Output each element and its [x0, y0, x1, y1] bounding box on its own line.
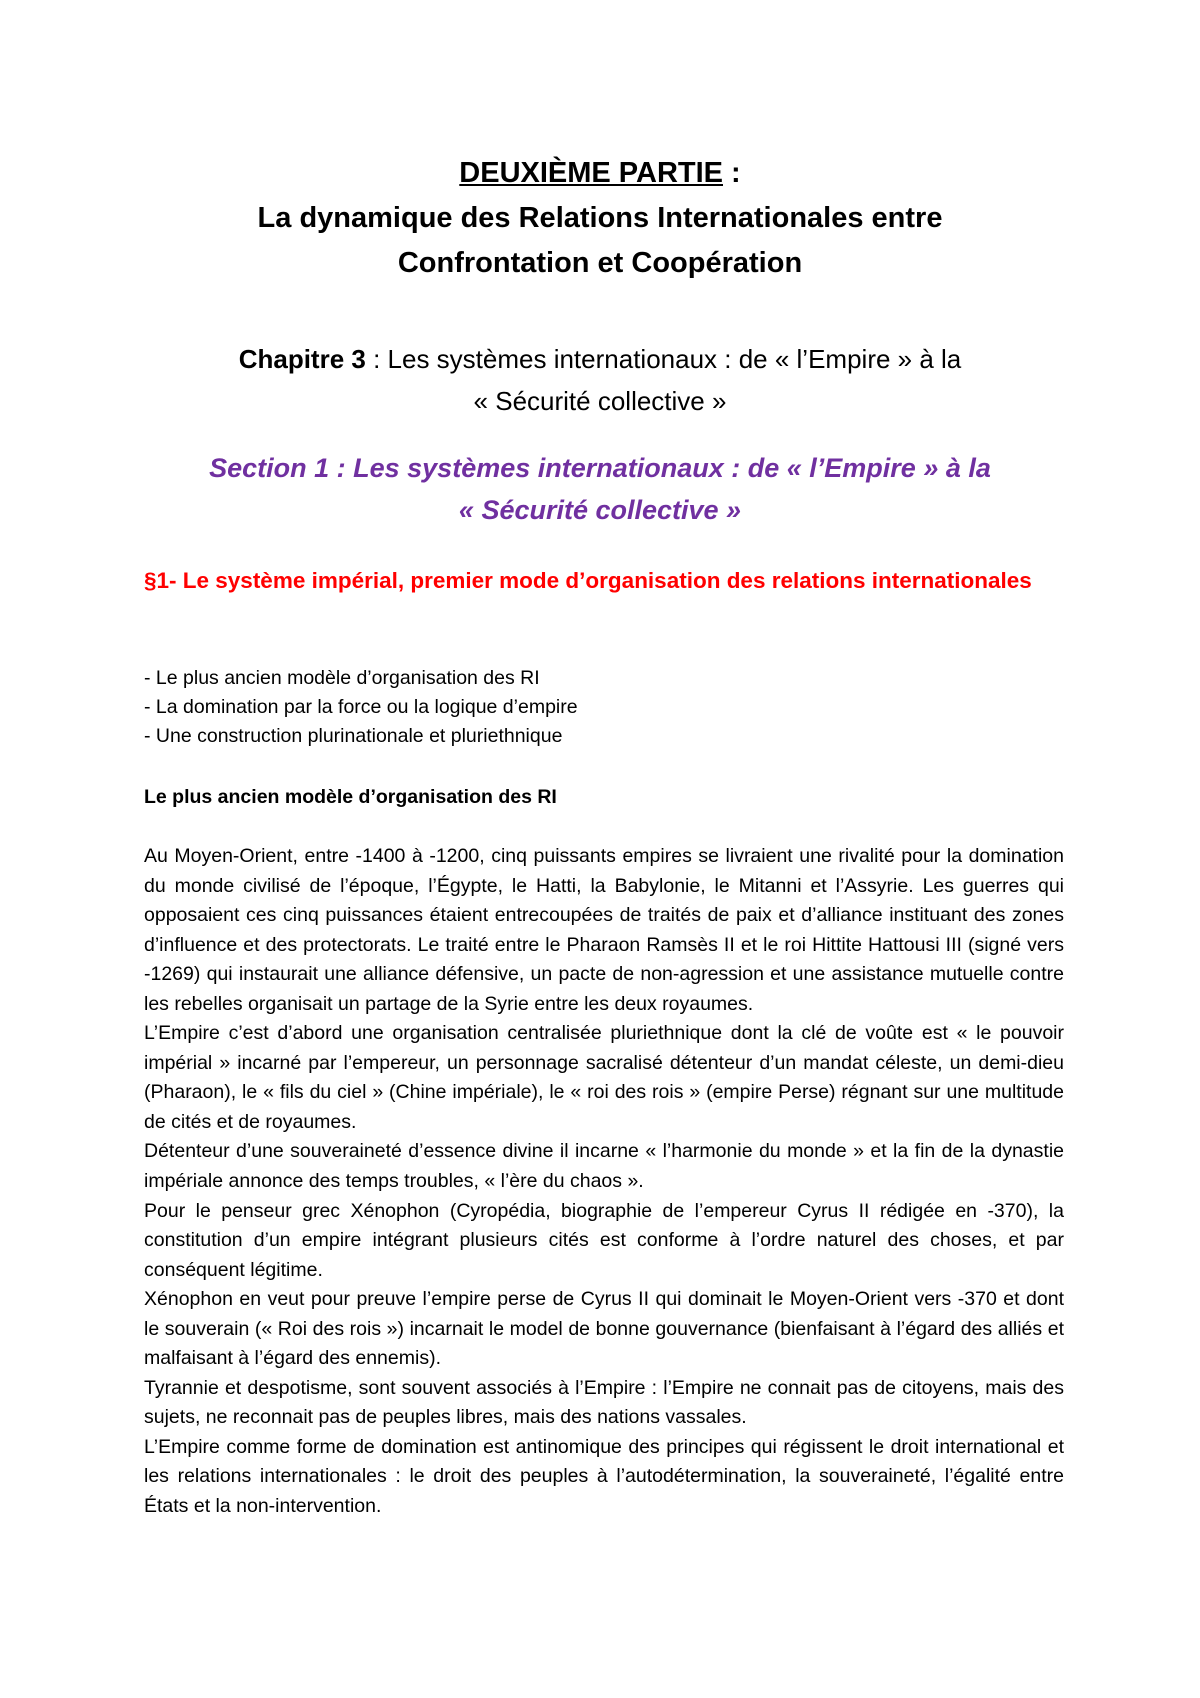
body-paragraph: Xénophon en veut pour preuve l’empire perse de Cyrus II qui dominait le Moyen-Orient vers -370 et dont le souverain (« Roi des rois ») incarnait le model de bonne gouvernance (bienfaisant à l’égard des alliés et malfaisant à l’égard des ennemis). — [144, 1288, 1064, 1370]
paragraph-heading: §1- Le système impérial, premier mode d’organisation des relations internationales — [144, 568, 1032, 593]
part-subtitle-line-1: La dynamique des Relations Internationales entre — [257, 202, 943, 234]
body-paragraph: Tyrannie et despotisme, sont souvent associés à l’Empire : l’Empire ne connait pas de citoyens, mais des sujets, ne reconnait pas de peuples libres, mais des nations vassales. — [144, 1376, 1064, 1429]
chapter-line-1 — [150, 338, 1050, 380]
body-paragraph: L’Empire c’est d’abord une organisation centralisée pluriethnique dont la clé de voûte est « le pouvoir impérial » incarné par l’empereur, un personnage sacralisé détenteur d’un mandat céleste, un demi-dieu (Pharaon), le « fils du ciel » (Chine impériale), le « roi des rois » (empire Perse) régnant sur une multitude de cités et de royaumes. — [144, 1022, 1064, 1133]
bullet-item: - Une construction plurinationale et pluriethnique — [144, 725, 563, 747]
section-line-1: Section 1 : Les systèmes internationaux : de « l’Empire » à la — [209, 453, 991, 483]
bullet-list — [144, 664, 1064, 751]
body-paragraph: Au Moyen-Orient, entre -1400 à -1200, cinq puissants empires se livraient une rivalité pour la domination du monde civilisé de l’époque, l’Égypte, le Hatti, la Babylonie, le Mitanni et l’Assyrie. Les guerres qui opposaient ces cinq puissances étaient entrecoupées de traités de paix et d’alliance instituant des zones d’influence et des protectorats. Le traité entre le Pharaon Ramsès II et le roi Hittite Hattousi III (signé vers -1269) qui instaurait une alliance défensive, un pacte de non-agression et une assistance mutuelle contre les rebelles organisait un partage de la Syrie entre les deux royaumes. — [144, 845, 1064, 1015]
bullet-item: - Le plus ancien modèle d’organisation des RI — [144, 667, 540, 689]
bullet-item: - La domination par la force ou la logique d’empire — [144, 696, 578, 718]
section-line-2: « Sécurité collective » — [458, 495, 742, 525]
chapter-label: Chapitre 3 — [238, 344, 366, 374]
chapter-title-part-1: : Les systèmes internationaux : de « l’Empire » à la — [365, 344, 962, 374]
body-paragraph: Détenteur d’une souveraineté d’essence divine il incarne « l’harmonie du monde » et la fin de la dynastie impériale annonce des temps troubles, « l’ère du chaos ». — [144, 1140, 1064, 1193]
part-label: DEUXIÈME PARTIE — [459, 157, 723, 189]
part-heading — [150, 151, 1050, 286]
body-text — [144, 842, 1064, 1522]
part-colon: : — [723, 157, 741, 189]
part-title — [150, 151, 1050, 196]
chapter-title-part-2: « Sécurité collective » — [473, 386, 727, 416]
chapter-heading — [150, 338, 1050, 422]
part-subtitle-line-2: Confrontation et Coopération — [397, 247, 803, 279]
section-heading — [150, 447, 1050, 531]
body-paragraph: L’Empire comme forme de domination est antinomique des principes qui régissent le droit international et les relations internationales : le droit des peuples à l’autodétermination, la souveraineté, l’égalité entre États et la non-intervention. — [144, 1435, 1064, 1518]
body-paragraph: Pour le penseur grec Xénophon (Cyropédia, biographie de l’empereur Cyrus II rédigée en -370), la constitution d’un empire intégrant plusieurs cités est conforme à l’ordre naturel des choses, et par conséquent légitime. — [144, 1199, 1064, 1281]
subheading: Le plus ancien modèle d’organisation des RI — [144, 786, 557, 808]
